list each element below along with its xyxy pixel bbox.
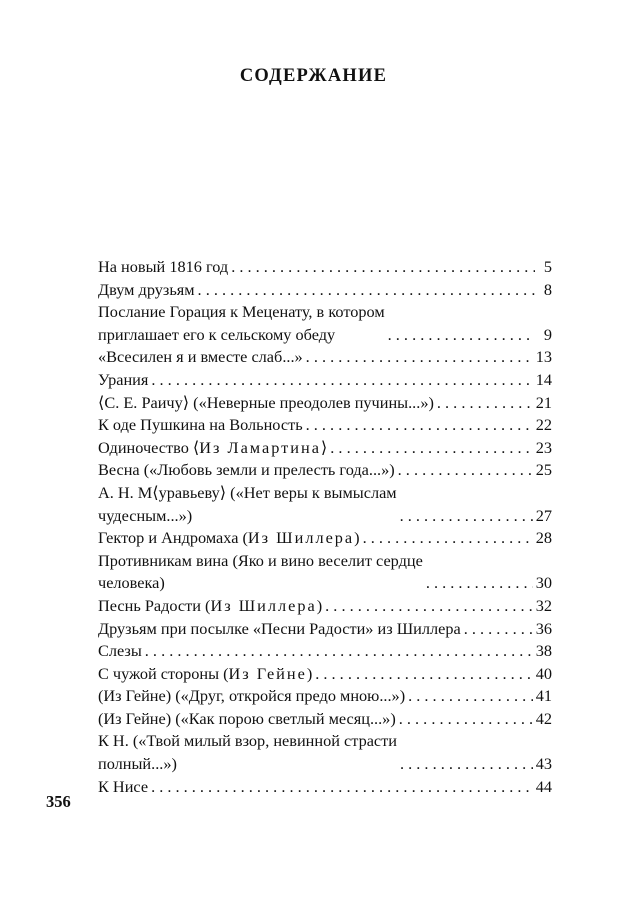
toc-entry-page: 21 xyxy=(535,392,552,412)
dot-leader xyxy=(363,527,533,550)
toc-entry-page: 9 xyxy=(543,324,552,344)
toc-entry-page: 41 xyxy=(535,686,552,706)
dot-leader xyxy=(306,414,533,437)
toc-entry-title-text: (Из Гейне) («Друг, откройся предо мною...») xyxy=(98,686,406,706)
toc-entry xyxy=(98,550,552,595)
toc-entry-source: Из Шиллера xyxy=(247,528,355,548)
toc-entry xyxy=(98,730,552,775)
dot-leader xyxy=(325,595,533,618)
toc-entry-title-line1: А. Н. М⟨уравьеву⟩ («Нет веры к вымыслам xyxy=(98,482,397,502)
toc-entry-title-text: Друзьям при посылке «Песни Радости» из Шиллера xyxy=(98,618,461,638)
toc-entry-title-suffix: ) xyxy=(316,595,323,615)
dot-leader xyxy=(437,392,533,415)
toc-entry-title-line1: К Н. («Твой милый взор, невинной страсти xyxy=(98,731,397,751)
page-number: 356 xyxy=(46,792,71,811)
dot-leader xyxy=(315,663,532,686)
toc-entry-page: 22 xyxy=(535,415,552,435)
toc-entry-title xyxy=(98,618,461,641)
toc-entry-title-suffix: ) xyxy=(306,663,313,683)
toc-entry-source: Из Ламартина xyxy=(199,437,321,457)
toc-entry-page: 13 xyxy=(535,347,552,367)
toc-entry-page: 30 xyxy=(535,573,552,593)
toc-entry-title-text: На новый 1816 год xyxy=(98,257,229,276)
toc-entry-title-line2: человека) xyxy=(98,573,165,593)
dot-leader xyxy=(151,369,532,392)
toc-entry-page: 44 xyxy=(535,776,552,796)
dot-leader xyxy=(151,776,533,799)
dot-leader xyxy=(408,685,533,708)
toc-entry-title-text: Одиночество ⟨ xyxy=(98,437,200,457)
toc-entry-title xyxy=(98,279,195,302)
toc-entry xyxy=(98,595,552,618)
toc-entry-title-text: Весна («Любовь земли и прелесть года...») xyxy=(98,460,395,480)
toc-entry-title xyxy=(98,482,397,527)
toc-entry-title xyxy=(98,663,312,686)
toc-entry xyxy=(98,527,552,550)
toc-entry xyxy=(98,279,552,302)
toc-entry xyxy=(98,482,552,527)
toc-entry-title-text: ⟨С. Е. Раичу⟩ («Неверные преодолев пучины...») xyxy=(98,392,434,412)
toc-entry-title xyxy=(98,369,148,392)
toc-entry-page: 32 xyxy=(535,595,552,615)
toc-entry-title-text: Урания xyxy=(98,369,149,389)
table-of-contents xyxy=(98,256,552,798)
toc-entry-page: 36 xyxy=(535,618,552,638)
toc-entry-title-text: «Всесилен я и вместе слаб...» xyxy=(98,347,303,367)
toc-entry-title xyxy=(98,730,397,775)
dot-leader xyxy=(330,437,532,460)
toc-entry-title xyxy=(98,392,434,415)
toc-entry-title-text: С чужой стороны ( xyxy=(98,663,229,683)
toc-entry-title xyxy=(98,414,303,437)
toc-entry-title xyxy=(98,301,385,346)
toc-entry-title-line2: полный...») xyxy=(98,754,177,774)
toc-entry-title-line1: Противникам вина (Яко и вино веселит сердце xyxy=(98,550,423,570)
toc-entry-page: 14 xyxy=(535,369,552,389)
toc-entry xyxy=(98,301,552,346)
toc-entry-page: 5 xyxy=(543,257,552,276)
dot-leader xyxy=(388,324,535,347)
dot-leader xyxy=(306,346,533,369)
dot-leader xyxy=(400,753,533,776)
toc-entry-title xyxy=(98,708,396,731)
toc-entry-title xyxy=(98,256,228,279)
dot-leader xyxy=(198,279,535,302)
toc-entry xyxy=(98,618,552,641)
toc-entry-title-line2: чудесным...») xyxy=(98,505,193,525)
toc-entry xyxy=(98,459,552,482)
toc-entry xyxy=(98,392,552,415)
toc-entry xyxy=(98,685,552,708)
toc-entry xyxy=(98,346,552,369)
toc-entry xyxy=(98,256,552,279)
toc-entry-page: 43 xyxy=(535,754,552,774)
toc-entry-title xyxy=(98,437,327,460)
dot-leader xyxy=(400,505,533,528)
dot-leader xyxy=(426,572,533,595)
toc-entry-title xyxy=(98,527,360,550)
toc-entry-title-line2: приглашает его к сельскому обеду xyxy=(98,324,336,344)
toc-entry-title-suffix: ) xyxy=(354,528,360,548)
toc-entry-page: 23 xyxy=(535,437,552,457)
toc-entry-source: Из Гейне xyxy=(228,663,307,683)
toc-entry-title xyxy=(98,459,395,482)
toc-entry-title xyxy=(98,640,142,663)
toc-entry-page: 42 xyxy=(535,708,552,728)
toc-entry-page: 25 xyxy=(535,460,552,480)
toc-entry xyxy=(98,437,552,460)
dot-leader xyxy=(399,708,533,731)
toc-entry-title xyxy=(98,550,423,595)
toc-entry-title xyxy=(98,685,405,708)
toc-entry-title-text: Песнь Радости ( xyxy=(98,595,211,615)
toc-entry-page: 38 xyxy=(535,641,552,661)
toc-entry-title xyxy=(98,776,148,799)
toc-entry xyxy=(98,663,552,686)
toc-entry-title-text: Гектор и Андромаха ( xyxy=(98,528,248,548)
toc-entry-title-text: К Нисе xyxy=(98,776,149,796)
toc-entry-title xyxy=(98,346,303,369)
dot-leader xyxy=(231,256,535,279)
toc-entry xyxy=(98,776,552,799)
toc-entry-title-text: (Из Гейне) («Как порою светлый месяц...») xyxy=(98,708,396,728)
toc-entry xyxy=(98,369,552,392)
toc-entry xyxy=(98,640,552,663)
toc-entry-title xyxy=(98,595,322,618)
dot-leader xyxy=(464,618,533,641)
toc-entry-page: 8 xyxy=(543,279,552,299)
page-title: СОДЕРЖАНИЕ xyxy=(239,66,388,86)
toc-entry-page: 27 xyxy=(535,505,552,525)
dot-leader xyxy=(145,640,533,663)
toc-entry-source: Из Шиллера xyxy=(210,595,317,615)
dot-leader xyxy=(398,459,533,482)
toc-entry-title-suffix: ⟩ xyxy=(320,437,328,457)
toc-entry-page: 28 xyxy=(535,528,552,548)
toc-entry-title-text: Слезы xyxy=(98,641,142,661)
toc-entry xyxy=(98,708,552,731)
toc-entry-page: 40 xyxy=(535,663,552,683)
toc-entry-title-text: К оде Пушкина на Вольность xyxy=(98,415,303,435)
toc-entry-title-line1: Послание Горация к Меценату, в котором xyxy=(98,302,385,322)
toc-entry-title-text: Двум друзьям xyxy=(98,279,195,299)
toc-entry xyxy=(98,414,552,437)
